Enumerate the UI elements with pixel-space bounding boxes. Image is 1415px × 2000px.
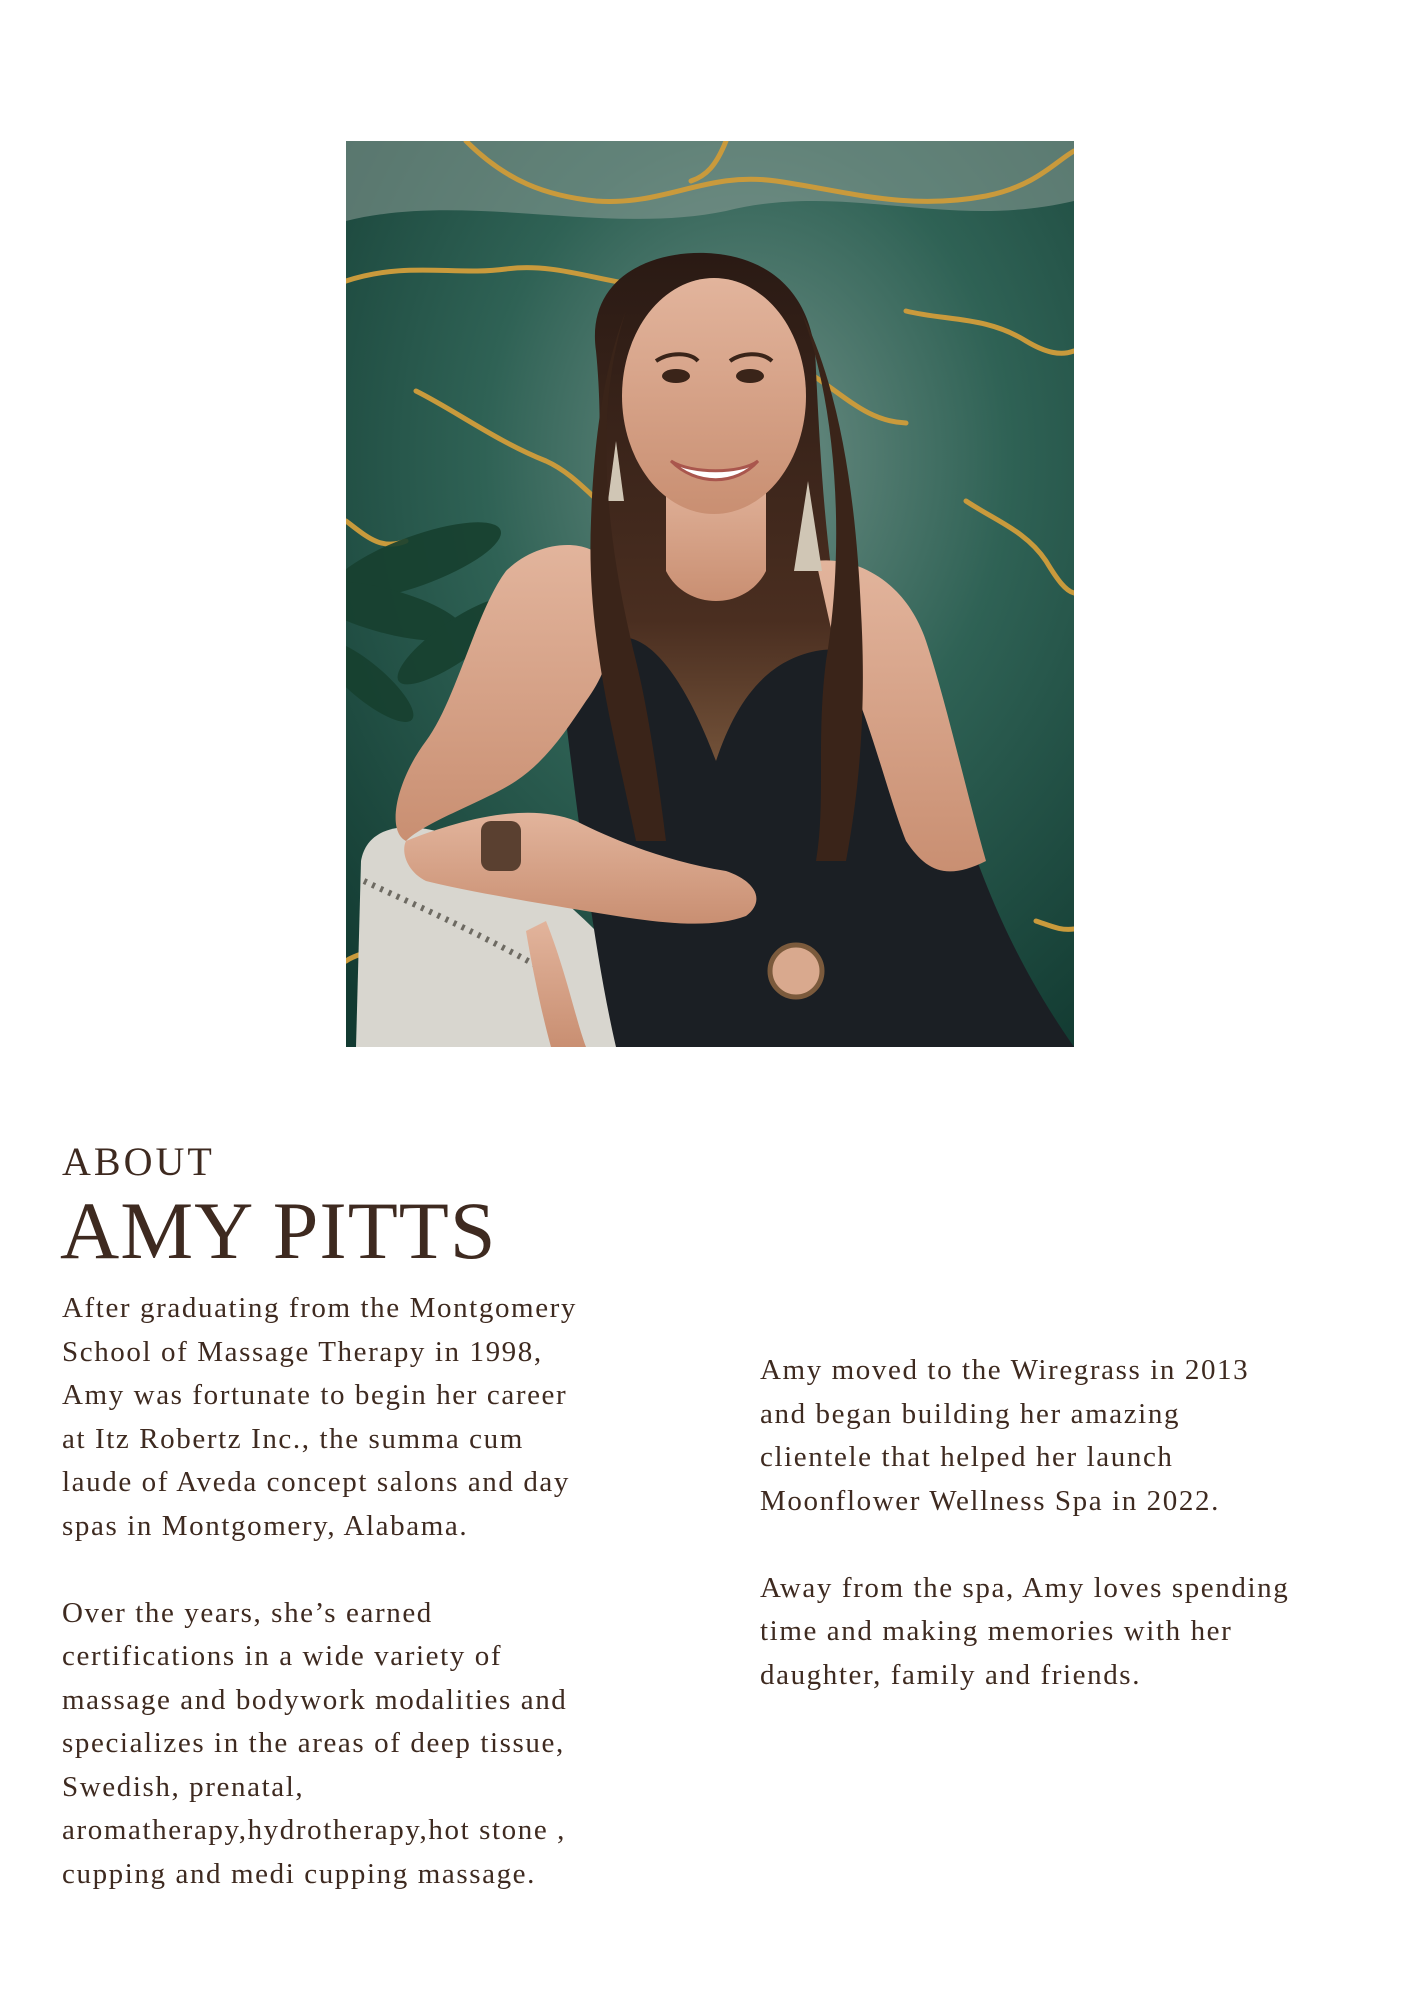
- watch: [770, 945, 822, 997]
- bio-paragraph: After graduating from the Montgomery School of Massage Therapy in 1998, Amy was fortunate to begin her career at Itz Robertz Inc., the summa cum laude of Aveda concept salons and day spas in Montgomery, Alabama.: [62, 1292, 578, 1542]
- bio-paragraph: Amy moved to the Wiregrass in 2013 and began building her amazing clientele that helped her launch Moonflower Wellness Spa in 2022.: [760, 1354, 1250, 1517]
- bio-paragraph: Over the years, she’s earned certifications in a wide variety of massage and bodywork modalities and specializes in the areas of deep tissue, Swedish, prenatal, aromatherapy,hydrotherapy,hot stone , cupping and medi cupping massage.: [62, 1596, 568, 1890]
- bio-paragraph: Away from the spa, Amy loves spending time and making memories with her daughter, family and friends.: [760, 1571, 1290, 1691]
- bracelets: [481, 821, 521, 871]
- portrait-photo: [346, 141, 1074, 1047]
- bio-left-column: [62, 1287, 592, 1940]
- bio-right-column: [760, 1349, 1300, 1741]
- portrait-illustration: [346, 141, 1074, 1047]
- about-label: ABOUT: [62, 1139, 215, 1184]
- person-name: AMY PITTS: [60, 1185, 497, 1276]
